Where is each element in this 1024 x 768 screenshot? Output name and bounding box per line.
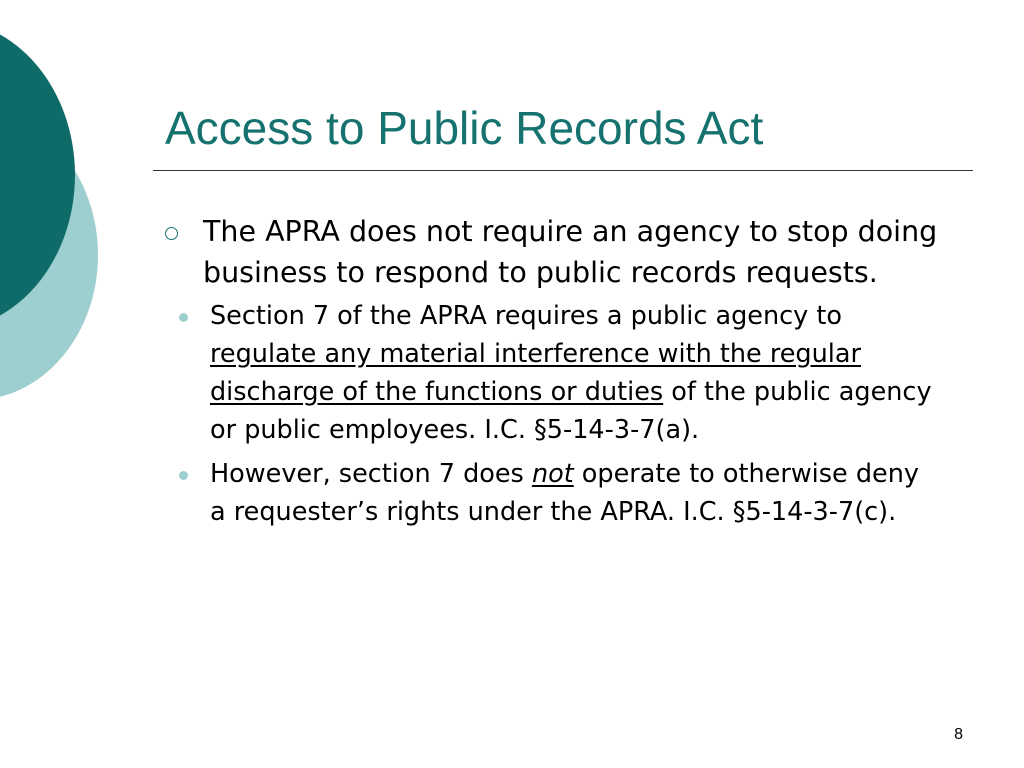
title-divider <box>153 170 973 171</box>
bullet-text: The APRA does not require an agency to stop doing business to respond to public records requests. <box>203 215 938 289</box>
sub-bullet-list <box>174 297 934 531</box>
sub-bullet-item-however <box>174 455 934 531</box>
dot-bullet-icon <box>179 471 188 480</box>
emphasized-word: not <box>531 459 574 489</box>
slide-title: Access to Public Records Act <box>165 102 764 154</box>
page-number: 8 <box>954 726 963 743</box>
slide-body <box>165 211 965 537</box>
sub-bullet-text: However, section 7 does <box>210 459 532 489</box>
sub-bullet-text-tail: of the public agency or public employees. I.C. §5-14-3-7(a). <box>210 377 932 445</box>
sub-bullet-text-tail: operate to otherwise deny a requester’s rights under the APRA. I.C. §5-14-3-7(c). <box>210 459 919 527</box>
underlined-phrase: regulate any material interference with the regular discharge of the functions or duties <box>210 339 861 407</box>
bullet-item <box>165 211 965 293</box>
sub-bullet-text: Section 7 of the APRA requires a public agency to <box>210 301 842 331</box>
dot-bullet-icon <box>179 313 188 322</box>
sub-bullet-item-section-7 <box>174 297 934 449</box>
hollow-circle-bullet-icon <box>165 227 178 240</box>
